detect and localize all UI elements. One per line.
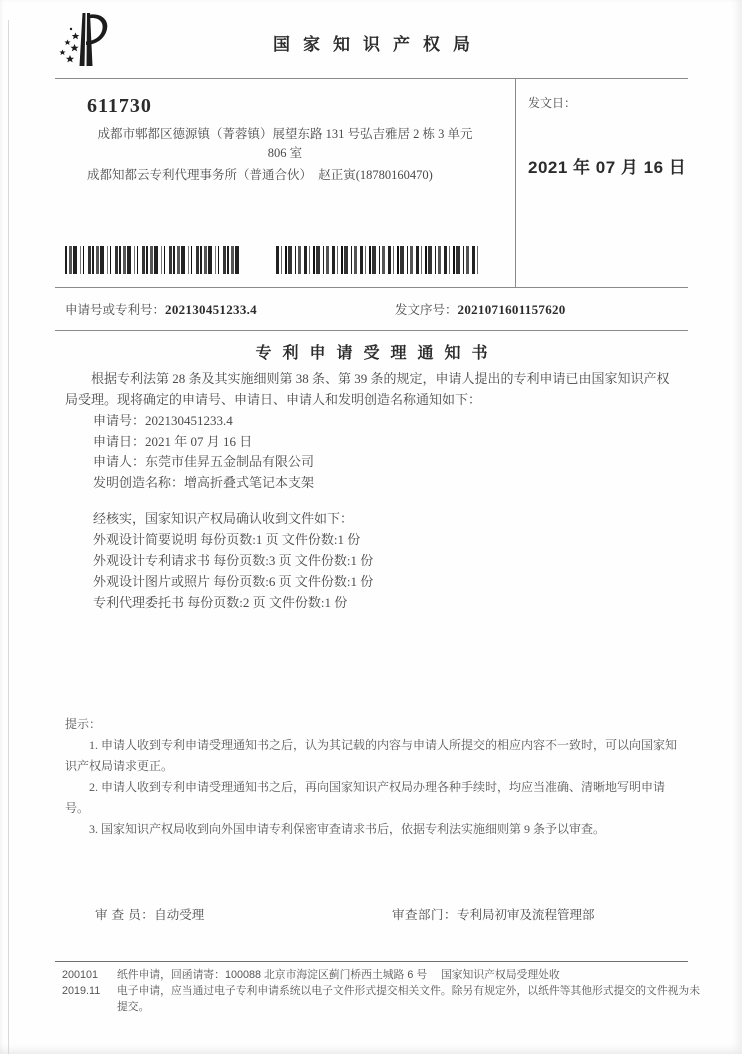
barcode-icon [65, 246, 240, 274]
department-value: 专利局初审及流程管理部 [457, 908, 595, 922]
tips-label: 提示： [65, 717, 102, 731]
received-document-item: 专利代理委托书 每份页数:2 页 文件份数:1 份 [93, 595, 348, 611]
patent-agency-contact: 成都知都云专利代理事务所（普通合伙） 赵正寅(18780160470) [87, 168, 433, 182]
received-document-item: 外观设计图片或照片 每份页数:6 页 文件份数:1 份 [93, 574, 374, 590]
application-fields [65, 411, 678, 493]
tip-item: 1. 申请人收到专利申请受理通知书之后，认为其记载的内容与申请人所提交的相应内容不一致时，可以向国家知识产权局请求更正。 [65, 738, 678, 773]
application-number-value: 202130451233.4 [165, 302, 257, 317]
serial-number-group [395, 300, 566, 318]
footer-paper-filing-line: 纸件申请，回函请寄：100088 北京市海淀区蓟门桥西土城路 6 号 国家知识产权局受理处收 [117, 969, 560, 981]
footer [55, 967, 702, 1015]
received-documents-list [65, 529, 678, 613]
notice-title: 专利申请受理通知书 [255, 345, 499, 362]
footer-form-code: 200101 [62, 969, 99, 981]
footer-efiling-line: 电子申请，应当通过电子专利申请系统以电子文件形式提交相关文件。除另有规定外，以纸件等其他形式提交的文件视为未提交。 [117, 985, 701, 1013]
barcode-row [65, 246, 480, 274]
barcode-icon [276, 246, 480, 274]
tip-item: 2. 申请人收到专利申请受理通知书之后，再向国家知识产权局办理各种手续时，均应当准确、清晰地写明申请号。 [65, 780, 666, 815]
field-value: 2021 年 07 月 16 日 [145, 433, 253, 449]
field-value: 202130451233.4 [145, 413, 233, 428]
issue-date-label: 发文日： [528, 96, 577, 110]
field-invention-title [65, 473, 678, 494]
field-applicant [65, 452, 678, 473]
top-section [55, 79, 688, 287]
issue-date-value: 2021 年 07 月 16 日 [528, 158, 687, 177]
serial-number-label: 发文序号： [395, 303, 458, 317]
received-document-item: 外观设计简要说明 每份页数:1 页 文件份数:1 份 [93, 532, 361, 548]
field-filing-date [65, 432, 678, 453]
footer-divider [55, 961, 688, 962]
footer-instructions [117, 967, 702, 1015]
recipient-address-line2: 806 室 [267, 146, 303, 160]
recipient-address-line1: 成都市郫都区德源镇（菁蓉镇）展望东路 131 号弘吉雅居 2 栋 3 单元 [97, 127, 473, 141]
department-label: 审查部门： [392, 908, 458, 922]
notice-body [55, 331, 688, 613]
received-documents-intro: 经核实，国家知识产权局确认收到文件如下： [93, 511, 354, 527]
field-label: 申请日： [93, 433, 146, 449]
examiner-group [65, 905, 392, 923]
footer-form-codes [55, 967, 117, 1015]
examiner-value: 自动受理 [154, 908, 205, 922]
tips-section [55, 714, 688, 840]
received-document-item: 外观设计专利请求书 每份页数:3 页 文件份数:1 份 [93, 553, 374, 569]
examiner-label: 审 查 员： [95, 908, 155, 922]
document-header [55, 0, 688, 78]
recipient-block [55, 79, 515, 287]
department-group [392, 905, 595, 923]
reference-numbers-row [55, 288, 688, 330]
postal-code: 611730 [87, 95, 152, 117]
field-label: 申请人： [93, 454, 146, 470]
issue-date-box [515, 79, 688, 287]
field-value: 东莞市佳昇五金制品有限公司 [145, 454, 315, 470]
tip-item: 3. 国家知识产权局收到向外国申请专利保密审查请求书后，依据专利法实施细则第 9 条予以审查。 [89, 822, 606, 836]
agency-name: 国家知识产权局 [273, 35, 483, 54]
notice-intro-paragraph: 根据专利法第 28 条及其实施细则第 38 条、第 39 条的规定，申请人提出的专利申请已由国家知识产权局受理。现将确定的申请号、申请日、申请人和发明创造名称通知如下： [65, 371, 670, 407]
signoff-row [55, 905, 688, 923]
field-label: 发明创造名称： [93, 474, 185, 490]
application-number-label: 申请号或专利号： [65, 303, 166, 317]
field-application-number [65, 411, 678, 432]
field-label: 申请号： [93, 413, 146, 428]
footer-form-code: 2019.11 [62, 985, 101, 997]
application-number-group [65, 300, 395, 318]
serial-number-value: 2021071601157620 [457, 302, 566, 317]
field-value: 增高折叠式笔记本支架 [184, 474, 315, 490]
